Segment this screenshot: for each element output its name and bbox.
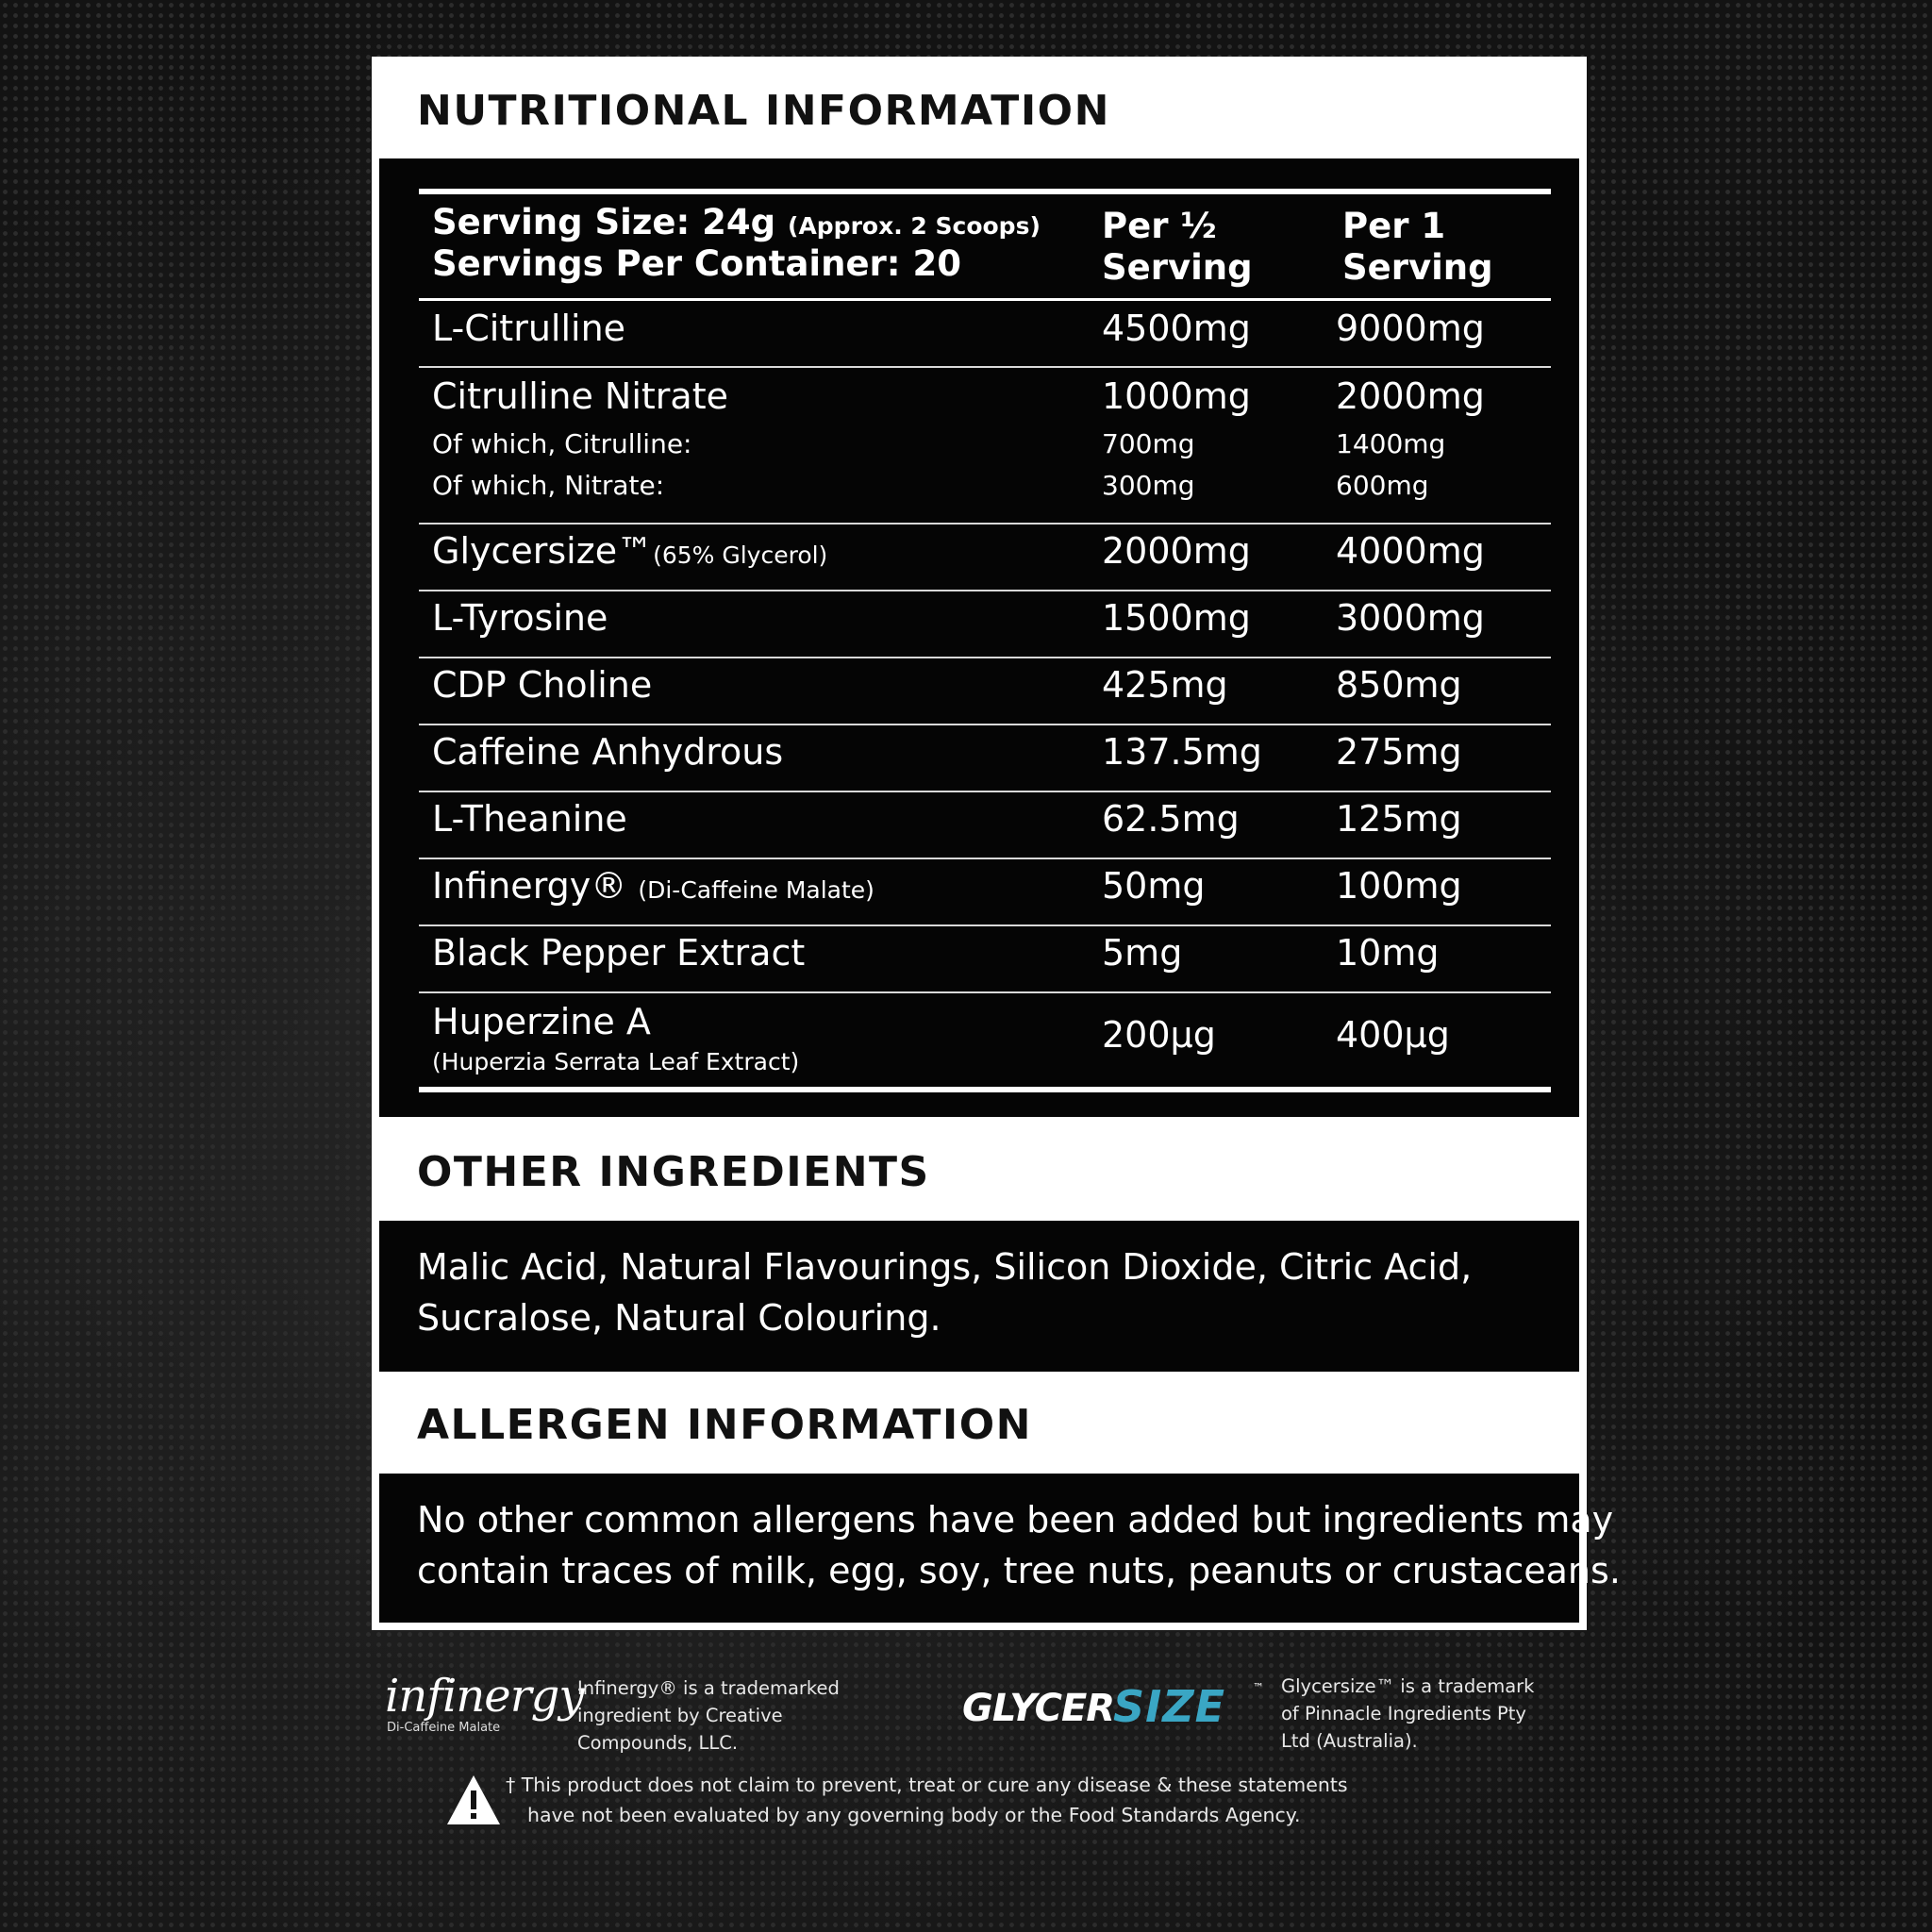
column-header-full — [1342, 206, 1493, 289]
value-half: 4500mg — [1102, 308, 1251, 349]
ingredient-note: (Di-Caffeine Malate) — [638, 876, 874, 904]
glycersize-tm-line: of Pinnacle Ingredients Pty — [1281, 1703, 1526, 1724]
value-full: 4000mg — [1336, 530, 1485, 572]
allergen-box — [379, 1474, 1621, 1623]
table-row — [419, 993, 1551, 1087]
ingredient-name: L-Citrulline — [432, 308, 626, 349]
serving-size-label: Serving Size: 24g — [432, 202, 776, 242]
disclaimer-line: have not been evaluated by any governing body or the Food Standards Agency. — [527, 1804, 1301, 1826]
glycersize-logo — [962, 1681, 1264, 1738]
allergen-heading: ALLERGEN INFORMATION — [417, 1401, 1032, 1449]
other-ingredients-line2: Sucralose, Natural Colouring. — [417, 1297, 941, 1339]
value-half: 62.5mg — [1102, 798, 1240, 840]
disclaimer-line: † This product does not claim to prevent, treat or cure any disease & these statements — [506, 1774, 1348, 1796]
value-half: 1500mg — [1102, 597, 1251, 639]
value-full: 100mg — [1336, 865, 1462, 907]
value-half: 200µg — [1102, 1014, 1216, 1056]
serving-size-note: (Approx. 2 Scoops) — [788, 212, 1041, 240]
ingredient-name: L-Tyrosine — [432, 597, 608, 639]
other-ingredients-box — [379, 1221, 1579, 1372]
col2-line2: Serving — [1342, 247, 1493, 288]
table-row — [419, 792, 1551, 859]
sub-value-half: 300mg — [1102, 470, 1195, 501]
value-half: 137.5mg — [1102, 731, 1262, 773]
allergen-line2: contain traces of milk, egg, soy, tree nuts, peanuts or crustaceans. — [417, 1550, 1621, 1591]
value-full: 850mg — [1336, 664, 1462, 706]
other-ingredients-line1: Malic Acid, Natural Flavourings, Silicon Dioxide, Citric Acid, — [417, 1246, 1473, 1288]
glycersize-logo-a: GLYCER — [962, 1687, 1115, 1730]
infinergy-trademark — [577, 1674, 840, 1757]
warning-triangle-icon — [445, 1774, 502, 1826]
infinergy-tm-line: Infinergy® is a trademarked — [577, 1677, 840, 1699]
value-full: 10mg — [1336, 932, 1440, 974]
table-row — [419, 859, 1551, 926]
infinergy-tm-line: ingredient by Creative — [577, 1705, 783, 1726]
glycersize-tm-line: Ltd (Australia). — [1281, 1730, 1418, 1752]
value-full: 2000mg — [1336, 375, 1485, 417]
value-half: 425mg — [1102, 664, 1228, 706]
table-row — [419, 591, 1551, 658]
column-header-half — [1102, 206, 1253, 289]
table-row — [419, 658, 1551, 725]
ingredient-name-text: Infinergy® — [432, 865, 627, 907]
value-half: 1000mg — [1102, 375, 1251, 417]
nutrition-table-box — [379, 158, 1579, 1117]
sub-value-full: 1400mg — [1336, 428, 1446, 459]
table-row — [419, 725, 1551, 792]
value-full: 275mg — [1336, 731, 1462, 773]
table-header — [419, 194, 1551, 298]
value-half: 5mg — [1102, 932, 1183, 974]
ingredient-name: CDP Choline — [432, 664, 653, 706]
ingredient-name — [432, 530, 827, 572]
value-half: 50mg — [1102, 865, 1206, 907]
nutrition-heading: NUTRITIONAL INFORMATION — [417, 87, 1110, 135]
ingredient-name: Black Pepper Extract — [432, 932, 806, 974]
table-row — [419, 926, 1551, 993]
glycersize-tm-line: Glycersize™ is a trademark — [1281, 1675, 1535, 1697]
table-row — [419, 525, 1551, 591]
value-full: 3000mg — [1336, 597, 1485, 639]
sub-ingredient-name: Of which, Citrulline: — [432, 428, 692, 459]
value-full: 400µg — [1336, 1014, 1450, 1056]
ingredient-name: Huperzine A — [432, 1001, 651, 1042]
col2-line1: Per 1 — [1342, 206, 1446, 246]
disclaimer — [506, 1770, 1348, 1830]
value-full: 125mg — [1336, 798, 1462, 840]
nutrition-table — [419, 189, 1551, 1092]
sub-value-full: 600mg — [1336, 470, 1429, 501]
table-row — [419, 368, 1551, 525]
sub-value-half: 700mg — [1102, 428, 1195, 459]
sub-ingredient-name: Of which, Nitrate: — [432, 470, 665, 501]
infinergy-logo-sub: Di-Caffeine Malate — [387, 1721, 501, 1735]
infinergy-tm-line: Compounds, LLC. — [577, 1732, 739, 1754]
ingredient-name: Citrulline Nitrate — [432, 375, 728, 417]
value-full: 9000mg — [1336, 308, 1485, 349]
infinergy-logo-text: infinergy — [385, 1670, 584, 1723]
ingredient-name: Caffeine Anhydrous — [432, 731, 784, 773]
label-panel — [372, 57, 1621, 1630]
glycersize-trademark — [1281, 1673, 1534, 1755]
col1-line2: Serving — [1102, 247, 1253, 288]
col1-line1: Per ½ — [1102, 206, 1217, 246]
servings-per-container: Servings Per Container: 20 — [432, 243, 961, 284]
glycersize-logo-tm: ™ — [1253, 1681, 1264, 1694]
glycersize-logo-b: SIZE — [1113, 1681, 1226, 1732]
ingredient-name — [432, 865, 874, 907]
ingredient-note: (Huperzia Serrata Leaf Extract) — [432, 1048, 800, 1075]
allergen-line1: No other common allergens have been added but ingredients may — [417, 1499, 1614, 1541]
ingredient-name: L-Theanine — [432, 798, 627, 840]
other-ingredients-heading: OTHER INGREDIENTS — [417, 1148, 930, 1196]
table-bottom-rule — [419, 1087, 1551, 1092]
ingredient-name-text: Glycersize™ — [432, 530, 654, 572]
ingredient-note: (65% Glycerol) — [653, 541, 828, 569]
table-row — [419, 301, 1551, 368]
value-half: 2000mg — [1102, 530, 1251, 572]
serving-size — [432, 202, 1041, 242]
infinergy-logo — [385, 1670, 584, 1745]
